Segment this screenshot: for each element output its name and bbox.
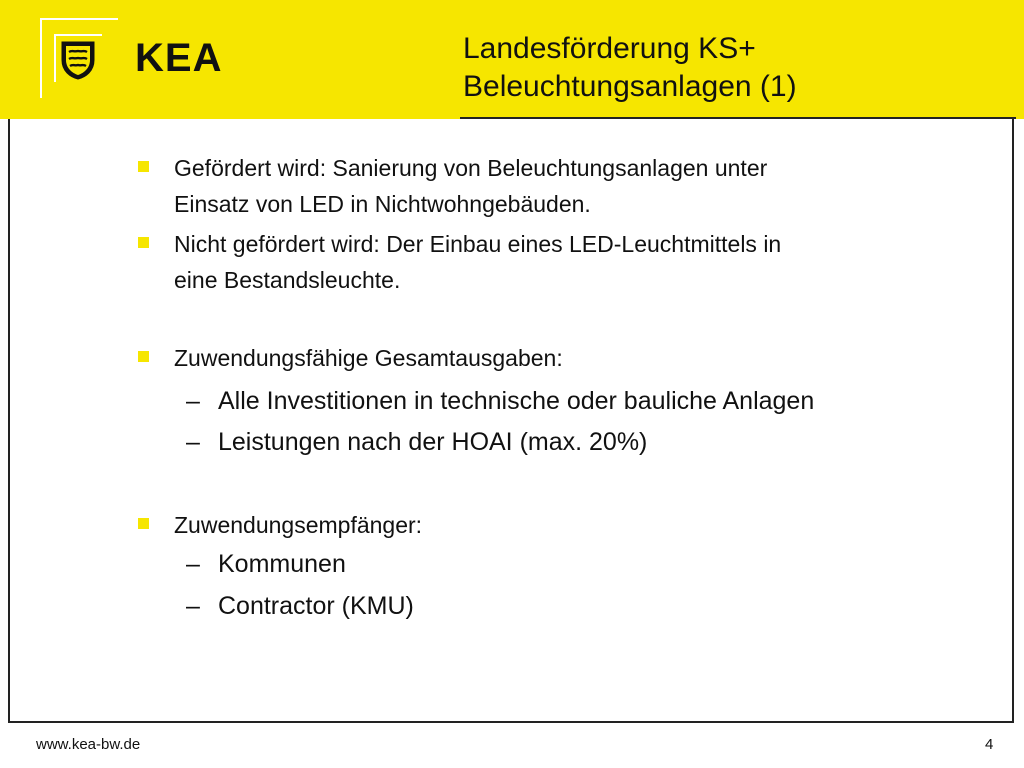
- bullet-text-line: Einsatz von LED in Nichtwohngebäuden.: [174, 191, 591, 217]
- bullet-square-icon: [138, 161, 149, 172]
- bullet-square-icon: [138, 351, 149, 362]
- bullet-item: [174, 507, 422, 543]
- header-band: [0, 0, 1024, 119]
- sub-item: [186, 588, 414, 624]
- bullet-text-line: Gefördert wird: Sanierung von Beleuchtungsanlagen unter: [174, 155, 768, 181]
- sub-item-text: Alle Investitionen in technische oder bauliche Anlagen: [218, 387, 815, 415]
- bullet-text-line: Zuwendungsempfänger:: [174, 512, 423, 538]
- slide-title: [463, 30, 1003, 106]
- footer-url: www.kea-bw.de: [36, 736, 141, 753]
- bullet-square-icon: [138, 518, 149, 529]
- bullet-text-line: eine Bestandsleuchte.: [174, 267, 401, 293]
- bullet-item: [174, 340, 563, 376]
- sub-item: [186, 383, 815, 419]
- bullet-item: [174, 150, 767, 222]
- sub-item: [186, 546, 346, 582]
- bullet-text-line: Zuwendungsfähige Gesamtausgaben:: [174, 345, 563, 371]
- dash-marker: –: [186, 387, 200, 415]
- bullet-square-icon: [138, 237, 149, 248]
- bullet-text-line: Nicht gefördert wird: Der Einbau eines LED-Leuchtmittels in: [174, 231, 782, 257]
- dash-marker: –: [186, 428, 200, 456]
- sub-item: [186, 424, 648, 460]
- slide-title-line-2: Beleuchtungsanlagen (1): [463, 70, 797, 103]
- sub-item-text: Leistungen nach der HOAI (max. 20%): [218, 428, 648, 456]
- dash-marker: –: [186, 592, 200, 620]
- coat-of-arms-icon: [60, 40, 96, 80]
- bullet-item: [174, 226, 781, 298]
- page-number: 4: [985, 736, 994, 753]
- sub-item-text: Contractor (KMU): [218, 592, 414, 620]
- sub-item-text: Kommunen: [218, 550, 346, 578]
- slide-title-line-1: Landesförderung KS+: [463, 32, 756, 65]
- dash-marker: –: [186, 550, 200, 578]
- logo-text: KEA: [135, 36, 223, 80]
